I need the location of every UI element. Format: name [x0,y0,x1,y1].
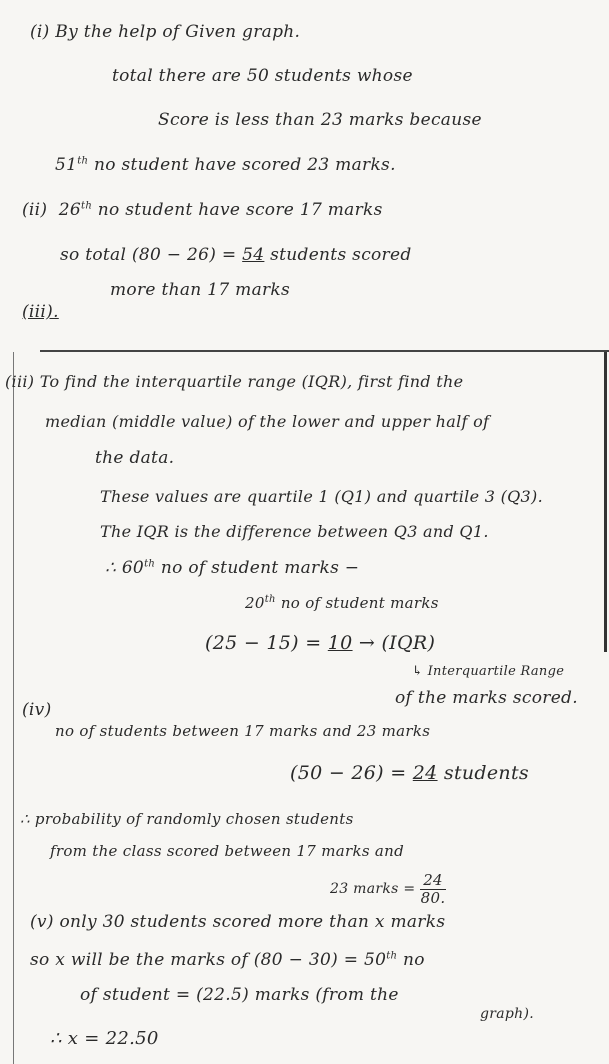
text: students [437,762,529,784]
section-divider [40,350,609,352]
part-iv-line-2 [290,762,529,784]
part-iv-line-3: ∴ probability of randomly chosen students [20,810,354,828]
part-iii-label: (iii). [22,302,59,322]
part-iii-line-5: The IQR is the difference between Q3 and Q1. [100,522,489,541]
margin-line-left [13,352,14,1064]
text: no student have scored 23 marks. [94,155,396,175]
text: so x will be the marks of (80 − 30) = 50 [30,950,387,970]
text: ∴ 60 [105,558,145,578]
part-iii-line-2: median (middle value) of the lower and upper half of [45,412,490,431]
part-ii-line-2 [60,245,412,265]
part-v-line-3b: graph). [480,1006,534,1022]
text: no of student marks − [160,558,360,578]
text: 23 marks = [330,881,416,897]
ordinal-suffix: th [264,594,276,605]
part-iii-line-6 [105,558,359,578]
answer: 10 [327,632,353,654]
part-i-line-4 [55,155,396,175]
text: no [397,950,425,970]
probability-fraction [420,872,446,906]
text: (25 − 15) = [205,632,328,654]
part-iv-label: (iv) [22,700,52,720]
denominator: 80. [420,888,446,907]
answer: 24 [412,762,438,784]
numerator: 24 [420,872,446,890]
text: (50 − 26) = [290,762,413,784]
ordinal-suffix: th [77,155,89,167]
ordinal: 26 [58,200,81,220]
ordinal-suffix: th [144,558,156,570]
margin-line-right [604,352,607,652]
label: (ii) [22,200,48,220]
part-iii-line-10: of the marks scored. [395,688,578,708]
part-ii-line-3: more than 17 marks [110,280,291,300]
text: no student have score 17 marks [97,200,383,220]
text: → (IQR) [352,632,436,654]
text: students scored [264,245,412,265]
answer: 54 [242,245,265,265]
part-i-line-1: (i) By the help of Given graph. [30,22,301,42]
part-iii-line-4: These values are quartile 1 (Q1) and quartile 3 (Q3). [100,487,543,506]
part-i-line-3: Score is less than 23 marks because [158,110,482,130]
part-iv-line-4: from the class scored between 17 marks and [50,842,405,860]
part-iii-line-7 [245,594,439,612]
part-iv-line-5 [330,872,446,906]
part-v-line-2 [30,950,425,970]
part-iii-line-9: ↳ Interquartile Range [412,664,565,679]
text: no of student marks [280,594,439,612]
text: 20 [245,594,265,612]
part-iv-line-1: no of students between 17 marks and 23 marks [55,722,431,740]
ordinal-suffix: th [81,200,93,212]
part-iii-line-1: (iii) To find the interquartile range (IQR), first find the [5,372,464,391]
part-ii-line-1 [22,200,383,220]
part-iii-line-8 [205,632,435,654]
ordinal: 51 [55,155,78,175]
text: so total (80 − 26) = [60,245,243,265]
ordinal-suffix: th [386,950,398,962]
part-v-line-4: ∴ x = 22.50 [50,1028,159,1049]
part-iii-line-3: the data. [95,448,175,468]
part-v-line-1: (v) only 30 students scored more than x marks [30,912,446,932]
part-v-line-3: of student = (22.5) marks (from the [80,985,399,1005]
part-i-line-2: total there are 50 students whose [112,66,413,86]
